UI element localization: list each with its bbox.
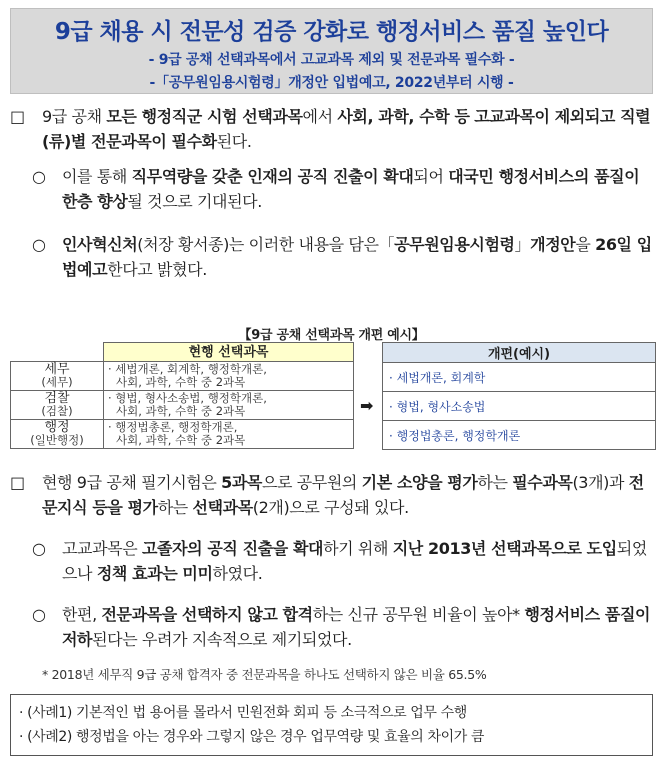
case-example-1: · (사례1) 기본적인 법 용어를 몰라서 민원전화 회피 등 소극적으로 업무 수행: [19, 705, 467, 721]
circle-bullet: ○: [32, 605, 46, 624]
current-subjects-table: [10, 342, 354, 449]
table-caption: 【9급 공채 선택과목 개편 예시】: [238, 328, 425, 343]
table-row: · 형법, 형사소송법: [383, 392, 656, 421]
square-bullet: □: [10, 107, 25, 126]
circle-bullet: ○: [32, 235, 46, 254]
paragraph-6: ○ 한편, 전문과목을 선택하지 않고 합격하는 신규 공무원 비율이 높아* 행정서비스 품질이 저하된다는 우려가 지속적으로 제기되었다.: [10, 602, 656, 652]
case-example-2: · (사례2) 행정법을 아는 경우와 그렇지 않은 경우 업무역량 및 효율의 차이가 큼: [19, 729, 485, 745]
case-examples-box: [10, 694, 653, 756]
table-row: · 행정법총론, 행정학개론: [383, 421, 656, 450]
paragraph-3: ○ 인사혁신처(처장 황서종)는 이러한 내용을 담은「공무원임용시험령」개정안을 26일 입법예고한다고 밝혔다.: [10, 232, 656, 282]
headline-subtitle-1: - 9급 공채 선택과목에서 고교과목 제외 및 전문과목 필수화 -: [148, 52, 515, 68]
table-row: · 세법개론, 회계학: [383, 363, 656, 392]
right-arrow-icon: ➡: [360, 396, 374, 415]
headline-box: [10, 8, 653, 94]
circle-bullet: ○: [32, 167, 46, 186]
revised-subjects-table: [382, 342, 656, 450]
table-row: 세무 (세무) · 세법개론, 회계학, 행정학개론, 사회, 과학, 수학 중 2과목: [11, 362, 354, 391]
paragraph-5: ○ 고교과목은 고졸자의 공직 진출을 확대하기 위해 지난 2013년 선택과목으로 도입되었으나 정책 효과는 미미하였다.: [10, 536, 656, 586]
square-bullet: □: [10, 473, 25, 492]
table-row: 행정 (일반행정) · 행정법총론, 행정학개론, 사회, 과학, 수학 중 2과목: [11, 420, 354, 449]
paragraph-4: □ 현행 9급 공채 필기시험은 5과목으로 공무원의 기본 소양을 평가하는 필수과목(3개)과 전문지식 등을 평가하는 선택과목(2개)으로 구성돼 있다.: [10, 470, 656, 520]
footnote: * 2018년 세무직 9급 공채 합격자 중 전문과목을 하나도 선택하지 않은 비율 65.5%: [42, 667, 487, 682]
paragraph-2: ○ 이를 통해 직무역량을 갖춘 인재의 공직 진출이 확대되어 대국민 행정서비스의 품질이 한층 향상될 것으로 기대된다.: [10, 164, 656, 214]
headline-subtitle-2: -「공무원임용시험령」개정안 입법예고, 2022년부터 시행 -: [149, 75, 514, 91]
paragraph-1: □ 9급 공채 모든 행정직군 시험 선택과목에서 사회, 과학, 수학 등 고교과목이 제외되고 직렬(류)별 전문과목이 필수화된다.: [10, 104, 656, 154]
current-header: 현행 선택과목: [104, 343, 354, 362]
circle-bullet: ○: [32, 539, 46, 558]
headline-title: 9급 채용 시 전문성 검증 강화로 행정서비스 품질 높인다: [54, 19, 609, 45]
new-header: 개편(예시): [383, 343, 656, 363]
table-row: 검찰 (검찰) · 형법, 형사소송법, 행정학개론, 사회, 과학, 수학 중 2과목: [11, 391, 354, 420]
